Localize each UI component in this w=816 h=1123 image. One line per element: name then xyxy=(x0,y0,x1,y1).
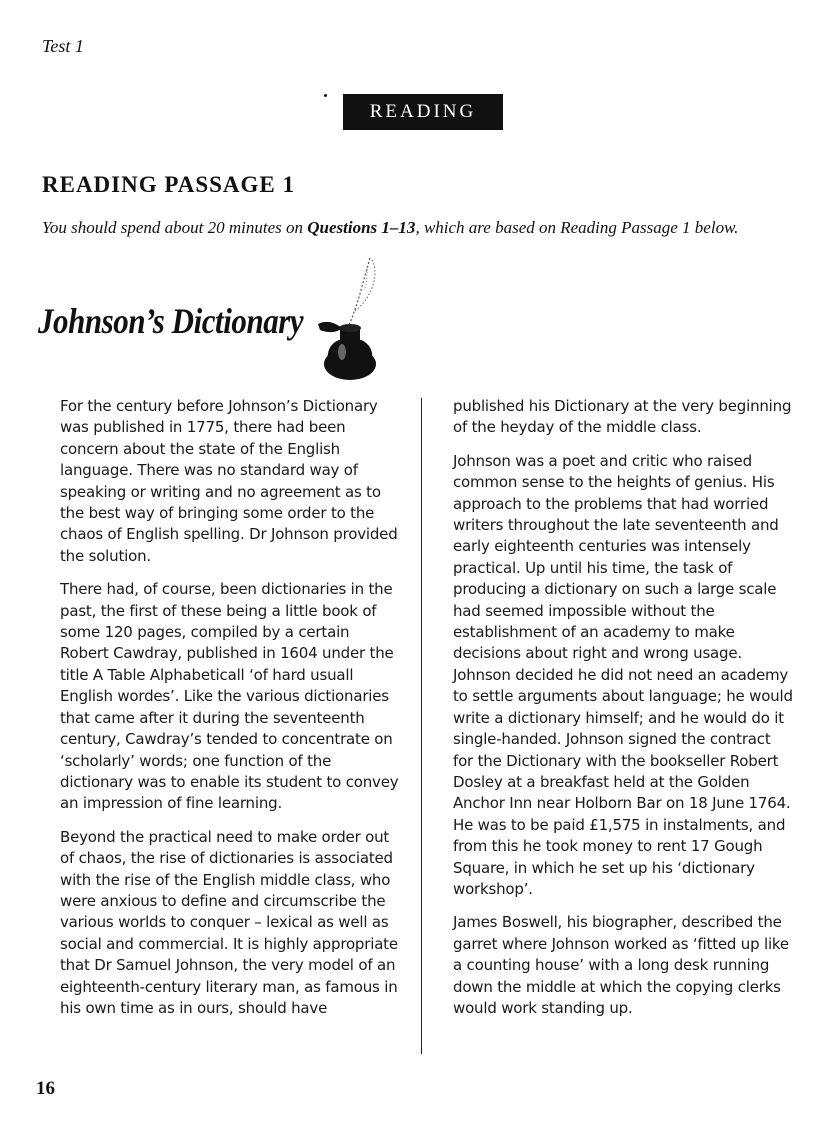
instructions-questions: Questions 1–13 xyxy=(307,218,416,237)
paragraph: For the century before Johnson’s Dictionary was published in 1775, there had been concern about the state of the English language. There was no standard way of speaking or writing and no agreement as to the best way of bringing some order to the chaos of English spelling. Dr Johnson provided the solution. xyxy=(60,397,398,565)
page-number: 16 xyxy=(36,1078,55,1099)
passage-column-right xyxy=(453,396,793,1031)
paragraph: published his Dictionary at the very beginning of the heyday of the middle class. xyxy=(453,397,792,437)
paragraph: Beyond the practical need to make order out of chaos, the rise of dictionaries is associated with the rise of the English middle class, who were anxious to define and circumscribe the various worlds to conquer – lexical as well as social and commercial. It is highly appropriate that Dr Samuel Johnson, the very model of an eighteenth-century literary man, as famous in his own time as in ours, should have xyxy=(60,827,398,1017)
passage-heading: READING PASSAGE 1 xyxy=(42,172,295,197)
paragraph: James Boswell, his biographer, described the garret where Johnson worked as ‘fitted up like a counting house’ with a long desk running down the middle at which the copying clerks would work standing up. xyxy=(453,913,789,1017)
column-divider xyxy=(421,398,422,1054)
test-label: Test 1 xyxy=(42,36,84,56)
paragraph: Johnson was a poet and critic who raised common sense to the heights of genius. His approach to the problems that had worried writers throughout the late seventeenth and early eighteenth centuries was intensely practical. Up until his time, the task of producing a dictionary on such a large scale had seemed impossible without the establishment of an academy to make decisions about right and wrong usage. Johnson decided he did not need an academy to settle arguments about language; he would write a dictionary himself; and he would do it single-handed. Johnson signed the contract for the Dictionary with the bookseller Robert Dosley at a breakfast held at the Golden Anchor Inn near Holborn Bar on 18 June 1764. He was to be paid £1,575 in instalments, and from this he took money to rent 17 Gough Square, in which he set up his ‘dictionary workshop’. xyxy=(453,451,793,898)
decorative-dot xyxy=(324,94,327,97)
paragraph: There had, of course, been dictionaries in the past, the first of these being a little book of some 120 pages, compiled by a certain Robert Cawdray, published in 1604 under the title A Table Alphabeticall ‘of hard usuall English wordes’. Like the various dictionaries that came after it during the seventeenth century, Cawdray’s tended to concentrate on ‘scholarly’ words; one function of the dictionary was to enable its student to convey an impression of fine learning. xyxy=(60,580,399,813)
instructions-pre: You should spend about 20 minutes on xyxy=(42,218,308,237)
inkwell-quill-icon xyxy=(308,252,388,384)
instructions-post: , which are based on Reading Passage 1 below. xyxy=(415,218,739,237)
section-banner: READING xyxy=(343,94,503,130)
passage-column-left xyxy=(60,396,400,1031)
article-title: Johnson’s Dictionary xyxy=(38,301,304,341)
instructions xyxy=(42,217,782,238)
